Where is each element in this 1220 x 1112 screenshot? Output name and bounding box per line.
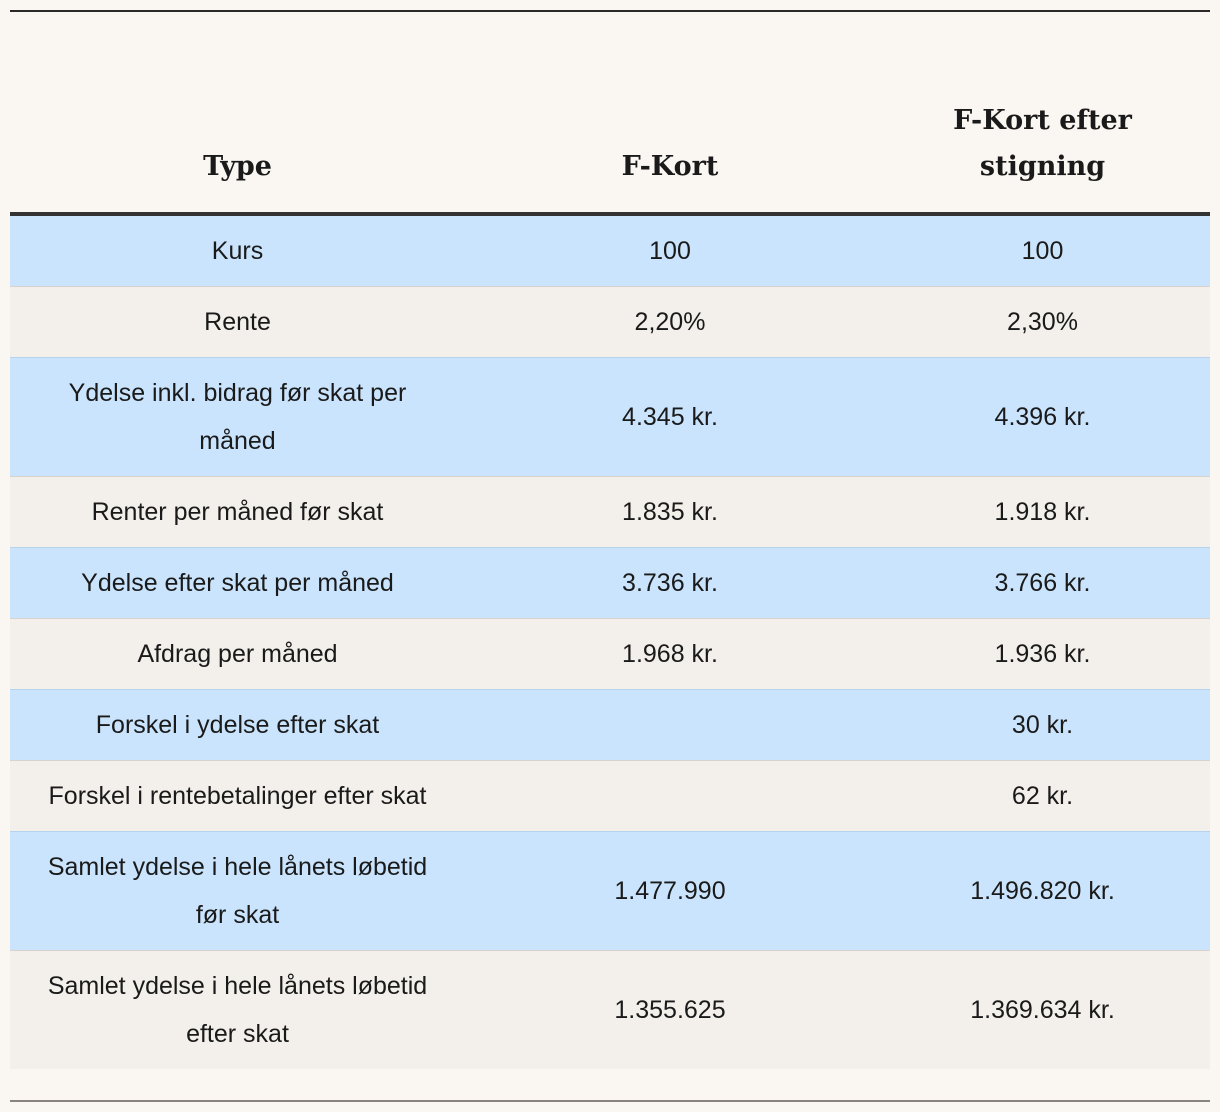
f-kort-value: 3.736 kr. [465,548,875,619]
f-kort-value [465,690,875,761]
header-f-kort: F-Kort [465,12,875,214]
table-row [10,358,1210,477]
table-row [10,619,1210,690]
f-kort-efter-stigning-value: 1.936 kr. [875,619,1210,690]
f-kort-value: 1.968 kr. [465,619,875,690]
f-kort-efter-stigning-value: 4.396 kr. [875,358,1210,477]
row-label: Afdrag per måned [10,619,465,690]
table-header-row [10,12,1210,214]
f-kort-value: 100 [465,214,875,287]
f-kort-value: 1.477.990 [465,832,875,951]
f-kort-efter-stigning-value: 1.918 kr. [875,477,1210,548]
header-f-kort-efter-stigning: F-Kort efter stigning [875,12,1210,214]
row-label: Ydelse efter skat per måned [10,548,465,619]
row-label: Samlet ydelse i hele lånets løbetid før skat [10,832,465,951]
header-type: Type [10,12,465,214]
table-row [10,477,1210,548]
table-row [10,214,1210,287]
f-kort-efter-stigning-value: 30 kr. [875,690,1210,761]
f-kort-efter-stigning-value: 1.496.820 kr. [875,832,1210,951]
table-row [10,951,1210,1070]
table-row [10,287,1210,358]
row-label: Ydelse inkl. bidrag før skat per måned [10,358,465,477]
f-kort-efter-stigning-value: 100 [875,214,1210,287]
f-kort-value [465,761,875,832]
row-label: Forskel i ydelse efter skat [10,690,465,761]
row-label: Renter per måned før skat [10,477,465,548]
loan-comparison-table [10,12,1210,1069]
f-kort-efter-stigning-value: 62 kr. [875,761,1210,832]
f-kort-value: 1.355.625 [465,951,875,1070]
table-row [10,690,1210,761]
f-kort-efter-stigning-value: 1.369.634 kr. [875,951,1210,1070]
row-label: Forskel i rentebetalinger efter skat [10,761,465,832]
row-label: Rente [10,287,465,358]
f-kort-efter-stigning-value: 2,30% [875,287,1210,358]
bottom-rule [10,1100,1210,1102]
row-label: Kurs [10,214,465,287]
table-row [10,761,1210,832]
table-row [10,548,1210,619]
f-kort-value: 1.835 kr. [465,477,875,548]
f-kort-efter-stigning-value: 3.766 kr. [875,548,1210,619]
f-kort-value: 2,20% [465,287,875,358]
row-label: Samlet ydelse i hele lånets løbetid efter skat [10,951,465,1070]
f-kort-value: 4.345 kr. [465,358,875,477]
table-row [10,832,1210,951]
